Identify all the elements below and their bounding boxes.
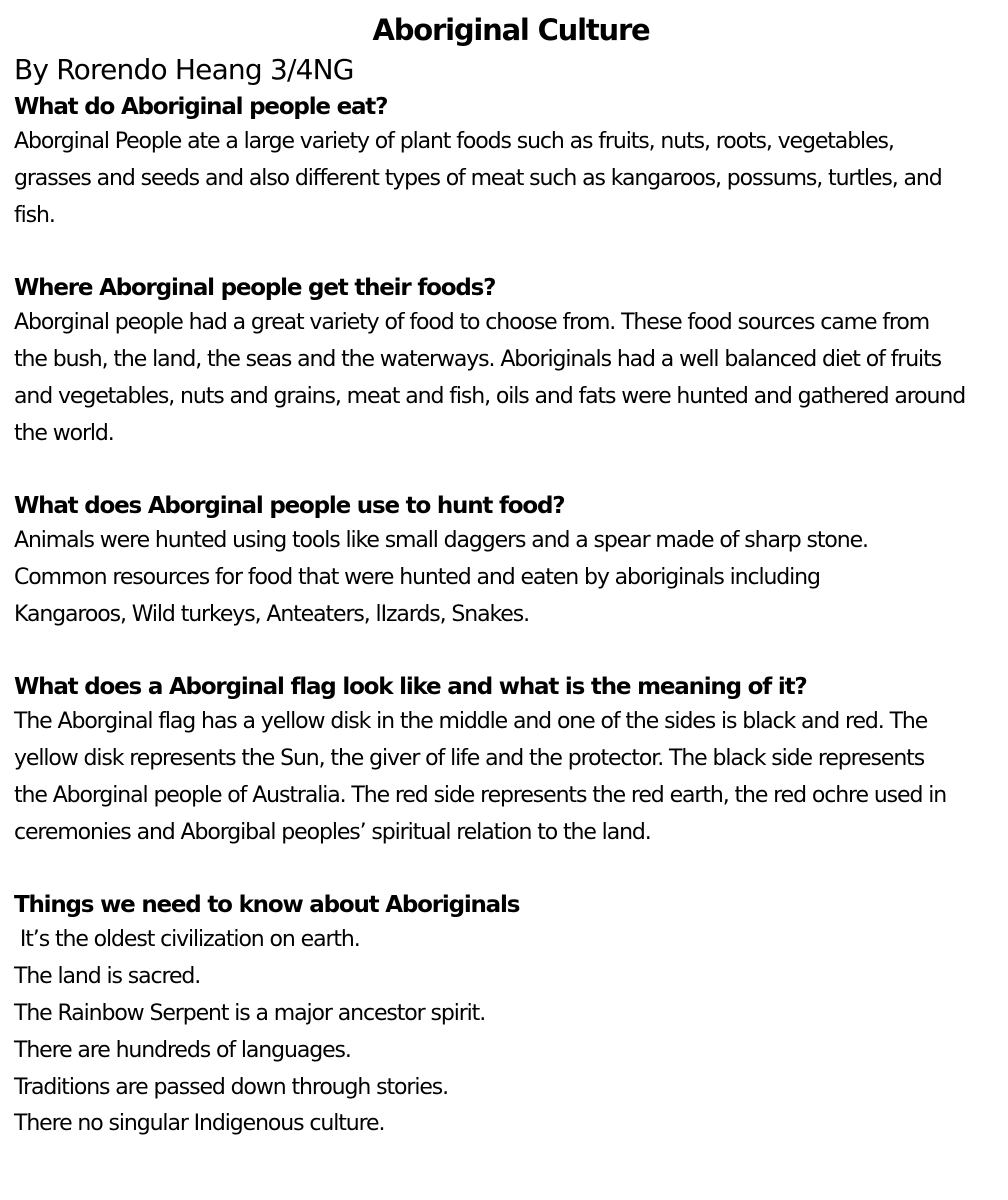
section-paragraph: The Aborginal flag has a yellow disk in the middle and one of the sides is black and red. The yellow disk represents the Sun, the giver of life and the protector. The black side represents the Aborginal people of Australia. The red side represents the red earth, the red ochre used in ceremonies and Aborgibal peoples’ spiritual relation to the land. bbox=[14, 709, 947, 845]
section-aboriginal-flag bbox=[14, 670, 1004, 851]
paragraph-spacer bbox=[14, 852, 1004, 889]
section-where-they-get-food bbox=[14, 271, 1004, 452]
section-paragraph: Aborginal people had a great variety of food to choose from. These food sources came from the bush, the land, the seas and the waterways. Aboriginals had a well balanced diet of fruits and vegetables, nuts and grains, meat and fish, oils and fats were hunted and gathered around the world. bbox=[14, 310, 966, 446]
section-hunting-tools bbox=[14, 489, 1004, 633]
section-heading: What do Aboriginal people eat? bbox=[14, 94, 388, 120]
paragraph-spacer bbox=[14, 234, 1004, 271]
section-paragraph: Animals were hunted using tools like small daggers and a spear made of sharp stone. Common resources for food that were hunted and eaten by aboriginals including Kangaroos, Wild turkeys, Anteaters, lIzards, Snakes. bbox=[14, 528, 868, 627]
fact-item: There no singular Indigenous culture. bbox=[14, 1111, 385, 1137]
fact-item: Traditions are passed down through stories. bbox=[14, 1074, 449, 1100]
document bbox=[14, 10, 1004, 1143]
section-heading: Where Aborginal people get their foods? bbox=[14, 275, 496, 302]
section-heading: What does Aborginal people use to hunt food? bbox=[14, 493, 565, 520]
section-paragraph: Aborginal People ate a large variety of plant foods such as fruits, nuts, roots, vegetables, grasses and seeds and also different types of meat such as kangaroos, possums, turtles, and fish. bbox=[14, 129, 942, 228]
paragraph-spacer bbox=[14, 452, 1004, 489]
facts-list bbox=[14, 922, 1004, 1143]
fact-item: The land is sacred. bbox=[14, 964, 201, 990]
section-things-to-know bbox=[14, 888, 1004, 1143]
fact-item: It’s the oldest civilization on earth. bbox=[14, 927, 360, 953]
author-byline: By Rorendo Heang 3/4NG bbox=[14, 53, 354, 86]
fact-item: There are hundreds of languages. bbox=[14, 1037, 351, 1063]
section-what-they-eat bbox=[14, 90, 1004, 234]
section-heading: Things we need to know about Aboriginals bbox=[14, 892, 520, 919]
fact-item: The Rainbow Serpent is a major ancestor spirit. bbox=[14, 1000, 486, 1026]
paragraph-spacer bbox=[14, 634, 1004, 671]
section-heading: What does a Aborginal flag look like and what is the meaning of it? bbox=[14, 674, 807, 701]
document-title: Aboriginal Culture bbox=[372, 13, 650, 47]
